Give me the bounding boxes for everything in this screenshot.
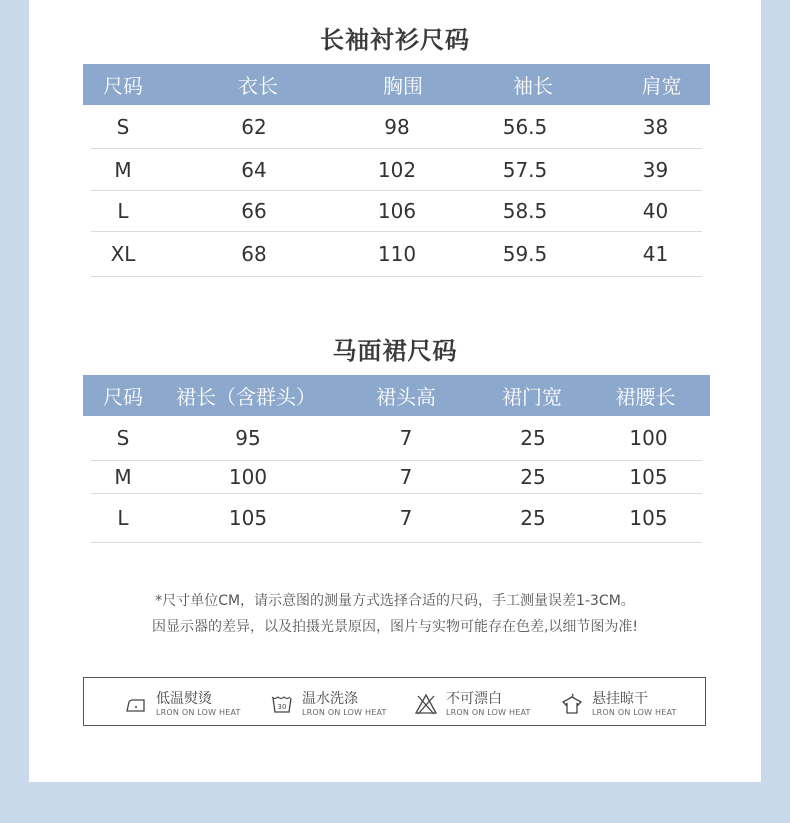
table-cell: 7 [399, 465, 413, 489]
table2-title: 马面裙尺码 [332, 337, 458, 365]
table-cell: 7 [399, 426, 413, 450]
care-sub: LRON ON LOW HEAT [446, 708, 531, 717]
table-cell: 95 [235, 426, 261, 450]
table-cell: 105 [228, 506, 268, 530]
wash-30-icon [270, 692, 294, 716]
care-label: 温水洗涤 [302, 691, 358, 707]
table-cell: L [117, 506, 129, 530]
header-cell: 裙头高 [376, 385, 436, 409]
header-cell: 衣长 [238, 74, 278, 98]
header-cell: 袖长 [513, 74, 553, 98]
table-cell: 100 [629, 426, 668, 450]
table-cell: 66 [241, 199, 267, 223]
table-cell: 57.5 [502, 157, 548, 182]
table-cell: 7 [399, 506, 413, 530]
table-cell: 62 [241, 114, 267, 139]
table-row [91, 416, 702, 461]
table2 [83, 375, 710, 543]
table-cell: 106 [377, 199, 417, 223]
table-row [91, 232, 702, 277]
table-cell: M [114, 157, 132, 182]
table-cell: 110 [377, 242, 417, 266]
table-cell: 56.5 [502, 114, 548, 139]
table-cell: 105 [629, 465, 668, 489]
table-cell: 25 [520, 426, 546, 450]
header-cell: 裙腰长 [615, 385, 676, 409]
table-cell: 40 [642, 199, 669, 223]
table-row [91, 105, 702, 149]
care-label: 不可漂白 [446, 691, 502, 707]
care-sub: LRON ON LOW HEAT [156, 708, 241, 717]
header-cell: 裙门宽 [502, 385, 562, 409]
care-label: 悬挂晾干 [592, 691, 648, 707]
no-bleach-icon [414, 692, 438, 716]
table-cell: S [116, 426, 130, 450]
table-row [91, 149, 702, 191]
care-sub: LRON ON LOW HEAT [302, 708, 387, 717]
table-cell: 59.5 [502, 242, 548, 266]
care-sub: LRON ON LOW HEAT [592, 708, 677, 717]
table-cell: 105 [629, 506, 668, 530]
table-cell: 58.5 [502, 199, 548, 223]
table-cell: S [116, 114, 130, 139]
table-row [91, 191, 702, 232]
note-line-2: 因显示器的差异，以及拍摄光景原因，图片与实物可能存在色差,以细节图为准! [151, 619, 639, 635]
table-cell: 68 [241, 242, 267, 266]
table-cell: M [114, 465, 132, 489]
table1-title: 长袖衬衫尺码 [320, 26, 470, 54]
header-cell: 肩宽 [641, 74, 682, 98]
table-row [91, 461, 702, 494]
table-cell: L [117, 199, 129, 223]
table-cell: 100 [228, 465, 268, 489]
table1 [83, 64, 710, 277]
note-line-1: *尺寸单位CM，请示意图的测量方式选择合适的尺码，手工测量误差1-3CM。 [155, 593, 635, 609]
header-cell: 裙长（含群头） [176, 385, 316, 409]
care-instructions [83, 677, 706, 726]
table-cell: 38 [642, 114, 669, 139]
header-cell: 尺码 [103, 385, 143, 409]
hang-dry-icon [560, 692, 584, 716]
table-cell: 102 [377, 157, 417, 182]
svg-text:30: 30 [277, 703, 287, 711]
table-cell: 39 [642, 157, 669, 182]
table-row [91, 494, 702, 543]
header-cell: 胸围 [383, 74, 423, 98]
table-cell: 41 [642, 242, 669, 266]
table1-header [83, 64, 710, 105]
table2-header [83, 375, 710, 416]
table-cell: 98 [384, 114, 410, 139]
table-cell: 25 [520, 465, 546, 489]
care-label: 低温熨烫 [156, 691, 212, 707]
header-cell: 尺码 [103, 74, 143, 98]
table-cell: XL [110, 242, 136, 266]
iron-icon [124, 692, 148, 716]
table-cell: 64 [241, 157, 267, 182]
table-cell: 25 [520, 506, 546, 530]
